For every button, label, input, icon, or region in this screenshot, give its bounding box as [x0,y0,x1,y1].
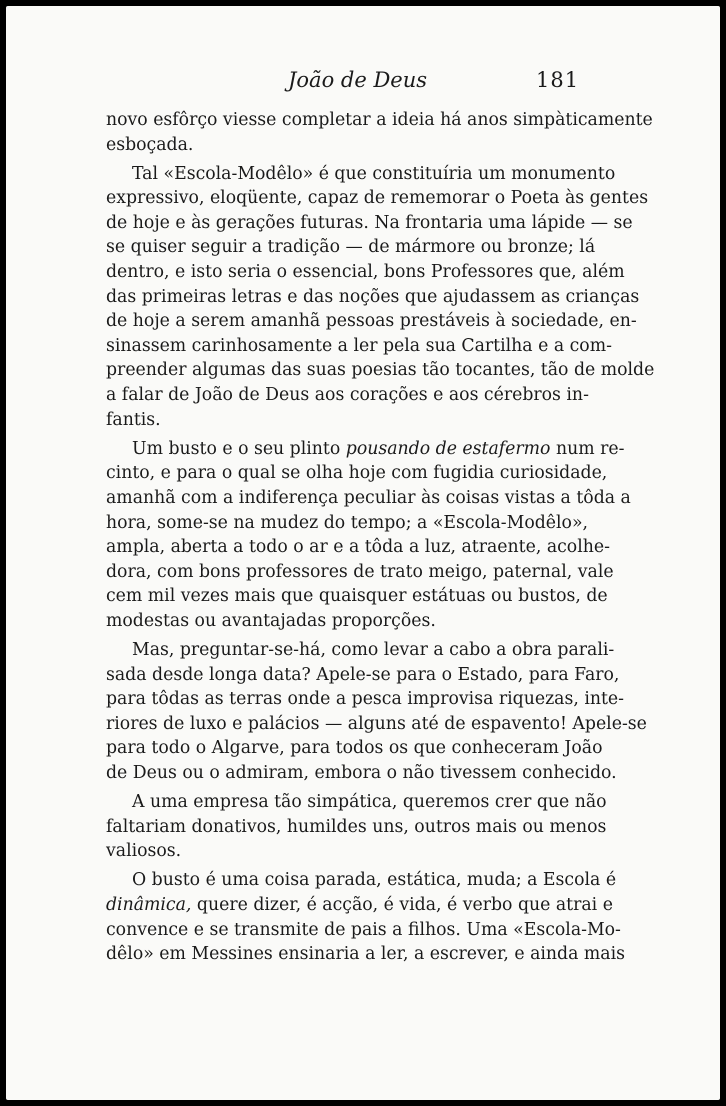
text-line: sada desde longa data? Apele-se para o Estado, para Faro, [106,664,620,685]
text-line: dora, com bons professores de trato meigo, paternal, vale [106,561,614,582]
body-text [106,108,655,971]
text-line: convence e se transmite de pais a filhos. Uma «Escola-Mo- [106,919,621,940]
text-line: novo esfôrço viesse completar a ideia há anos simpàticamente [106,110,653,130]
text-line: ampla, aberta a todo o ar e a tôda a luz, atraente, acolhe- [106,537,610,558]
text-line: hora, some-se na mudez do tempo; a «Escola-Modêlo», [106,512,589,533]
text-line: fantis. [106,409,161,430]
paragraph [106,108,653,157]
page-header [6,66,720,96]
text-line: a falar de João de Deus aos corações e aos cérebros in- [106,385,589,406]
text-line: para todo o Algarve, para todos os que conheceram João [106,738,603,759]
text-line: cem mil vezes mais que quaisquer estátuas ou bustos, de [106,586,608,607]
paragraph [106,162,655,433]
text-line [106,893,613,918]
book-page [6,6,720,1100]
running-title: João de Deus [288,68,428,92]
page-number: 181 [536,68,580,92]
text-line: modestas ou avantajadas proporções. [106,610,436,631]
text-segment: num re- [550,438,625,459]
italic-phrase: dinâmica, [106,894,192,915]
text-line: se quiser seguir a tradição — de mármore ou bronze; lá [106,237,596,258]
paragraph [106,437,631,634]
text-line: sinassem carinhosamente a ler pela sua Cartilha e a com- [106,335,612,356]
text-line: faltariam donativos, humildes uns, outros mais ou menos [106,816,607,837]
text-segment: Um busto e o seu plinto [132,438,346,459]
text-line: para tôdas as terras onde a pesca improvisa riquezas, inte- [106,689,624,710]
text-line: preender algumas das suas poesias tão tocantes, tão de molde [106,360,655,381]
text-line: Tal «Escola-Modêlo» é que constituíria um monumento [132,163,616,184]
text-line: amanhã com a indiferença peculiar às coisas vistas a tôda a [106,487,631,508]
paragraph [106,868,625,966]
text-segment: quere dizer, é acção, é vida, é verbo que atrai e [191,894,613,915]
paragraph [106,790,607,864]
text-line: esboçada. [106,134,194,155]
text-line: dentro, e isto seria o essencial, bons Professores que, além [106,262,625,283]
text-line: dêlo» em Messines ensinaria a ler, a escrever, e ainda mais [106,944,625,965]
text-line: de hoje e às gerações futuras. Na frontaria uma lápide — se [106,212,633,233]
text-line: expressivo, eloqüente, capaz de rememorar o Poeta às gentes [106,188,649,209]
text-line: Mas, preguntar-se-há, como levar a cabo a obra parali- [132,639,615,660]
italic-phrase: pousando de estafermo [345,438,551,459]
text-line: cinto, e para o qual se olha hoje com fugidia curiosidade, [106,463,608,484]
text-line: riores de luxo e palácios — alguns até de espavento! Apele-se [106,713,647,734]
text-line: de Deus ou o admiram, embora o não tivessem conhecido. [106,762,617,783]
text-line: de hoje a serem amanhã pessoas prestáveis à sociedade, en- [106,311,637,332]
text-line: valiosos. [106,841,182,862]
text-line [106,437,625,462]
paragraph [106,638,647,786]
text-line: A uma empresa tão simpática, queremos crer que não [132,792,607,813]
text-line: O busto é uma coisa parada, estática, muda; a Escola é [132,870,617,891]
text-line: das primeiras letras e das noções que ajudassem as crianças [106,286,640,307]
